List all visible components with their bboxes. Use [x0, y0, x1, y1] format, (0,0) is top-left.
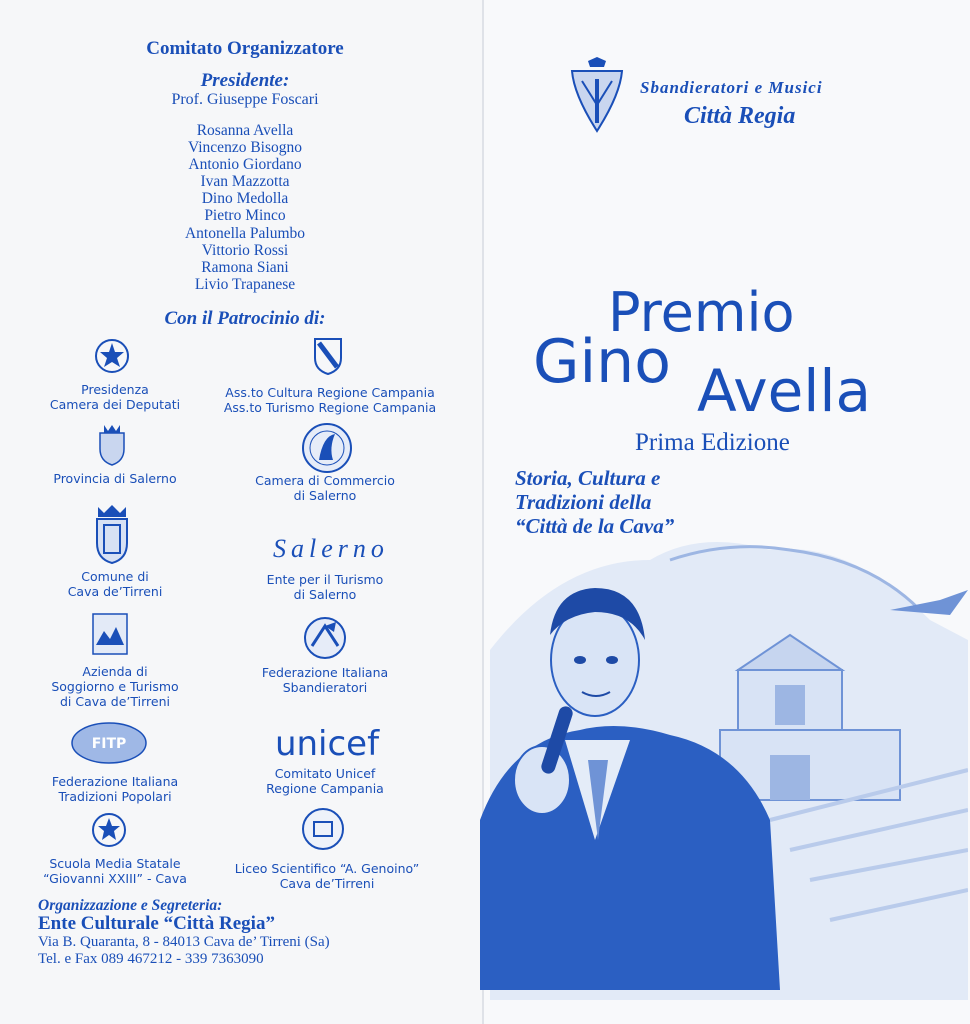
patron-provincia	[30, 471, 200, 486]
unicef-logo-text: unicef	[274, 724, 380, 764]
patron-line: Ass.to Turismo Regione Campania	[223, 400, 437, 415]
patron-line: Regione Campania	[266, 781, 384, 796]
patron-line: Liceo Scientifico “A. Genoino”	[234, 861, 420, 876]
patronage-title: Con il Patrocinio di:	[164, 308, 326, 329]
patron-line: Ente per il Turismo	[266, 572, 384, 587]
award-title-gino: Gino	[533, 327, 671, 397]
subtitle-line: “Città de la Cava”	[515, 514, 675, 538]
patron-line: Azienda di	[82, 664, 148, 679]
member-name: Vittorio Rossi	[201, 241, 289, 259]
singer-illustration	[470, 520, 968, 1020]
patron-ente-turismo	[240, 572, 410, 602]
provincia-crest-icon	[96, 423, 128, 467]
patron-line: di Salerno	[293, 587, 357, 602]
italian-emblem-icon	[93, 336, 131, 376]
patron-unicef	[240, 766, 410, 796]
patron-line: di Salerno	[293, 488, 357, 503]
scuola-emblem-icon	[90, 810, 128, 850]
member-name: Vincenzo Bisogno	[187, 139, 302, 157]
azienda-turismo-logo-icon	[90, 611, 130, 657]
patron-line: Cava de’Tirreni	[279, 876, 375, 891]
member-name: Rosanna Avella	[196, 122, 294, 139]
member-name: Antonella Palumbo	[184, 224, 306, 242]
president-label: Presidente:	[200, 70, 290, 91]
regione-campania-shield-icon	[312, 336, 344, 376]
citta-regia-crest-icon	[568, 55, 626, 135]
patron-line: Comitato Unicef	[274, 766, 376, 781]
member-name: Ivan Mazzotta	[200, 173, 290, 191]
member-name: Ramona Siani	[201, 258, 289, 276]
member-name: Antonio Giordano	[188, 156, 302, 174]
committee-title: Comitato Organizzatore	[146, 38, 344, 59]
organization-address: Via B. Quaranta, 8 - 84013 Cava de’ Tirreni (Sa)	[38, 934, 330, 950]
group-name-line1: Sbandieratori e Musici	[640, 78, 823, 97]
edition-label: Prima Edizione	[635, 429, 790, 456]
camera-commercio-logo-icon	[301, 422, 353, 474]
committee-members	[120, 122, 370, 293]
patron-federazione-sbandieratori	[240, 665, 410, 695]
member-name: Livio Trapanese	[194, 275, 296, 293]
patron-comune	[30, 569, 200, 599]
patron-line: Camera di Commercio	[255, 473, 395, 488]
patron-line: “Giovanni XXIII” - Cava	[43, 871, 187, 886]
patron-azienda	[30, 664, 200, 709]
patron-line: Sbandieratori	[282, 680, 368, 695]
patron-line: Federazione Italiana	[261, 665, 389, 680]
salerno-logo-word: Salerno	[273, 534, 389, 563]
patron-presidenza	[30, 382, 200, 412]
patron-line: Scuola Media Statale	[49, 856, 181, 871]
patron-line: Comune di	[81, 569, 149, 584]
liceo-logo-icon	[300, 806, 346, 852]
patron-scuola	[20, 856, 210, 886]
member-name: Dino Medolla	[201, 190, 289, 208]
salerno-logo-text	[236, 534, 426, 564]
federazione-sbandieratori-logo-icon	[300, 616, 350, 660]
organization-name: Ente Culturale “Città Regia”	[38, 913, 275, 934]
subtitle-line: Tradizioni della	[515, 490, 652, 514]
patron-line: Presidenza	[81, 382, 149, 397]
member-name: Pietro Minco	[204, 207, 286, 225]
subtitle-line: Storia, Cultura e	[515, 466, 661, 490]
patron-line: di Cava de’Tirreni	[60, 694, 170, 709]
patron-line: Cava de’Tirreni	[67, 584, 163, 599]
award-title-avella: Avella	[697, 357, 872, 425]
patron-camera-commercio	[240, 473, 410, 503]
president-name: Prof. Giuseppe Foscari	[171, 91, 319, 108]
patron-line: Ass.to Cultura Regione Campania	[225, 385, 435, 400]
patron-regione	[210, 385, 450, 415]
organization-heading: Organizzazione e Segreteria:	[38, 897, 223, 914]
group-name-line2: Città Regia	[684, 103, 796, 129]
patron-line: Provincia di Salerno	[53, 471, 177, 486]
award-title-premio: Premio	[608, 281, 795, 344]
patron-federazione-tradizioni	[30, 774, 200, 804]
patron-line: Federazione Italiana	[51, 774, 179, 789]
comune-crest-icon	[92, 503, 132, 565]
patron-line: Camera dei Deputati	[49, 397, 181, 412]
fitp-logo-icon	[69, 720, 149, 766]
patron-line: Soggiorno e Turismo	[51, 679, 179, 694]
patron-liceo	[222, 861, 432, 891]
patron-line: Tradizioni Popolari	[58, 789, 172, 804]
fitp-logo-text: FITP	[91, 736, 127, 752]
organization-phone: Tel. e Fax 089 467212 - 339 7363090	[38, 951, 264, 967]
